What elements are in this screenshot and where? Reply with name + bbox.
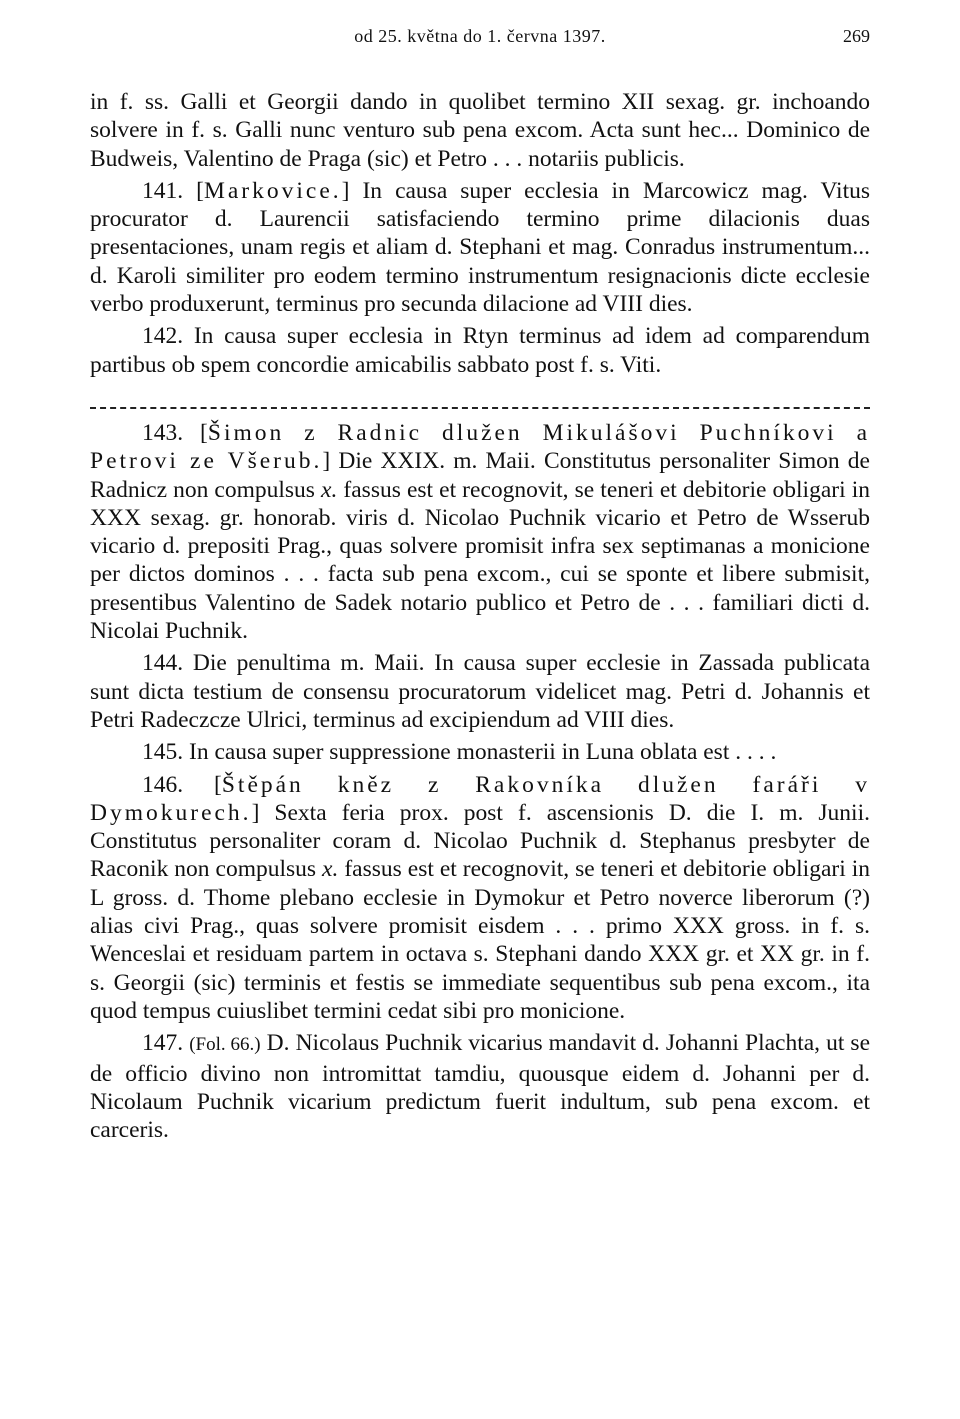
entry-145	[90, 738, 870, 766]
entry-144	[90, 649, 870, 734]
entry-text: fassus est et recognovit, se teneri et debitorie obligari in L gross. d. Thome plebano ecclesie in Dymokur et Petro noverce liberorum (?) alias civi Prag., quas solvere promisit eisdem . . . primo XXX gross. in f. s. Wenceslai et residuam partem in octava s. Stephani dando XXX gr. et XX gr. in f. s. Georgii (sic) terminis et festis se immediate sequentibus sub pena excom., ita quod tempus cuiuslibet termini cedat sibi pro monicione.	[90, 856, 870, 1024]
entry-text: D. Nicolaus Puchnik vicarius mandavit d. Johanni Plachta, ut se de officio divino non intromittat tamdiu, quousque eidem d. Johanni per d. Nicolaum Puchnik vicarium predictum fuerit indultum, sub pena excom. et carceris.	[90, 1030, 871, 1144]
entry-heading: Šimon z Radnic dlužen Mikulášovi Puchníkovi a Petrovi ze Všerub.	[90, 419, 871, 475]
entry-147	[90, 1029, 870, 1144]
entry-text: 145. In causa super suppressione monasterii in Luna oblata est . . . .	[142, 739, 777, 766]
section-separator	[90, 385, 870, 409]
running-title: od 25. května do 1. června 1397.	[354, 26, 606, 46]
entry-heading: Štěpán kněz z Rakovníka dlužen faráři v Dymokurech.	[90, 771, 870, 826]
entry-heading: Markovice.	[203, 177, 342, 204]
page-header	[90, 26, 870, 56]
entry-text: fassus est et recognovit, se teneri et debitorie obligari in XXX sexag. gr. honorab. viris d. Nicolao Puchnik vicario et Petro de Wsserub vicario d. prepositi Prag., quas solvere promisit infra sex septimanas a monicione per dictos dominos . . . facta sub pena excom., cui se sponte et libere submisit, presentibus Valentino de Sadek notario publico et Petro de . . . familiari dicti d. Nicolai Puchnik.	[90, 476, 870, 645]
entry-text: 142. In causa super ecclesia in Rtyn terminus ad idem ad comparendum partibus ob spem concordie amicabilis sabbato post f. s. Viti.	[90, 323, 870, 378]
entry-text: ] In causa super ecclesia in Marcowicz mag. Vitus procurator d. Laurencii satisfaciendo termino prime dilacionis duas presentaciones, unam regis et aliam d. Stephani et mag. Conradus instrumentum... d. Karoli similiter pro eodem termino instrumentum resignacionis dicte ecclesie verbo produxerunt, terminus pro secunda dilacione ad VIII dies.	[90, 177, 870, 318]
entry-text-italic: x.	[322, 856, 339, 883]
entry-number: 143. [	[142, 419, 208, 446]
entry-number: 146. [	[142, 771, 222, 798]
entry-text: ] Die XXIX. m. Maii. Constitutus personaliter Simon de Radnicz non compulsus	[90, 448, 870, 503]
document-page	[90, 26, 870, 1148]
entry-text: 144. Die penultima m. Maii. In causa super ecclesie in Zassada publicata sunt dicta testium de consensu procuratorum videlicet mag. Petri d. Johannis et Petri Radeczcze Ulrici, terminus ad excipiendum ad VIII dies.	[90, 650, 870, 733]
entry-142	[90, 322, 870, 379]
entry-141	[90, 177, 870, 318]
entry-number: 147.	[142, 1030, 190, 1057]
page-number: 269	[843, 26, 870, 46]
entry-text-italic: x.	[321, 476, 338, 503]
paragraph-continuation	[90, 88, 870, 173]
entry-146	[90, 771, 870, 1026]
folio-reference: (Fol. 66.)	[189, 1034, 261, 1056]
entry-number: 141. [	[142, 177, 204, 204]
document-body	[90, 88, 870, 1144]
entry-text: ] Sexta feria prox. post f. ascensionis D. die I. m. Junii. Constitutus personaliter coram d. Nicolao Puchnik d. Stephanus presbyter de Raconik non compulsus	[90, 799, 870, 883]
paragraph-text: in f. ss. Galli et Georgii dando in quolibet termino XII sexag. gr. inchoando solvere in f. s. Galli nunc venturo sub pena excom. Acta sunt hec... Dominico de Budweis, Valentino de Praga (sic) et Petro . . . notariis publicis.	[90, 89, 870, 172]
entry-143	[90, 419, 870, 645]
